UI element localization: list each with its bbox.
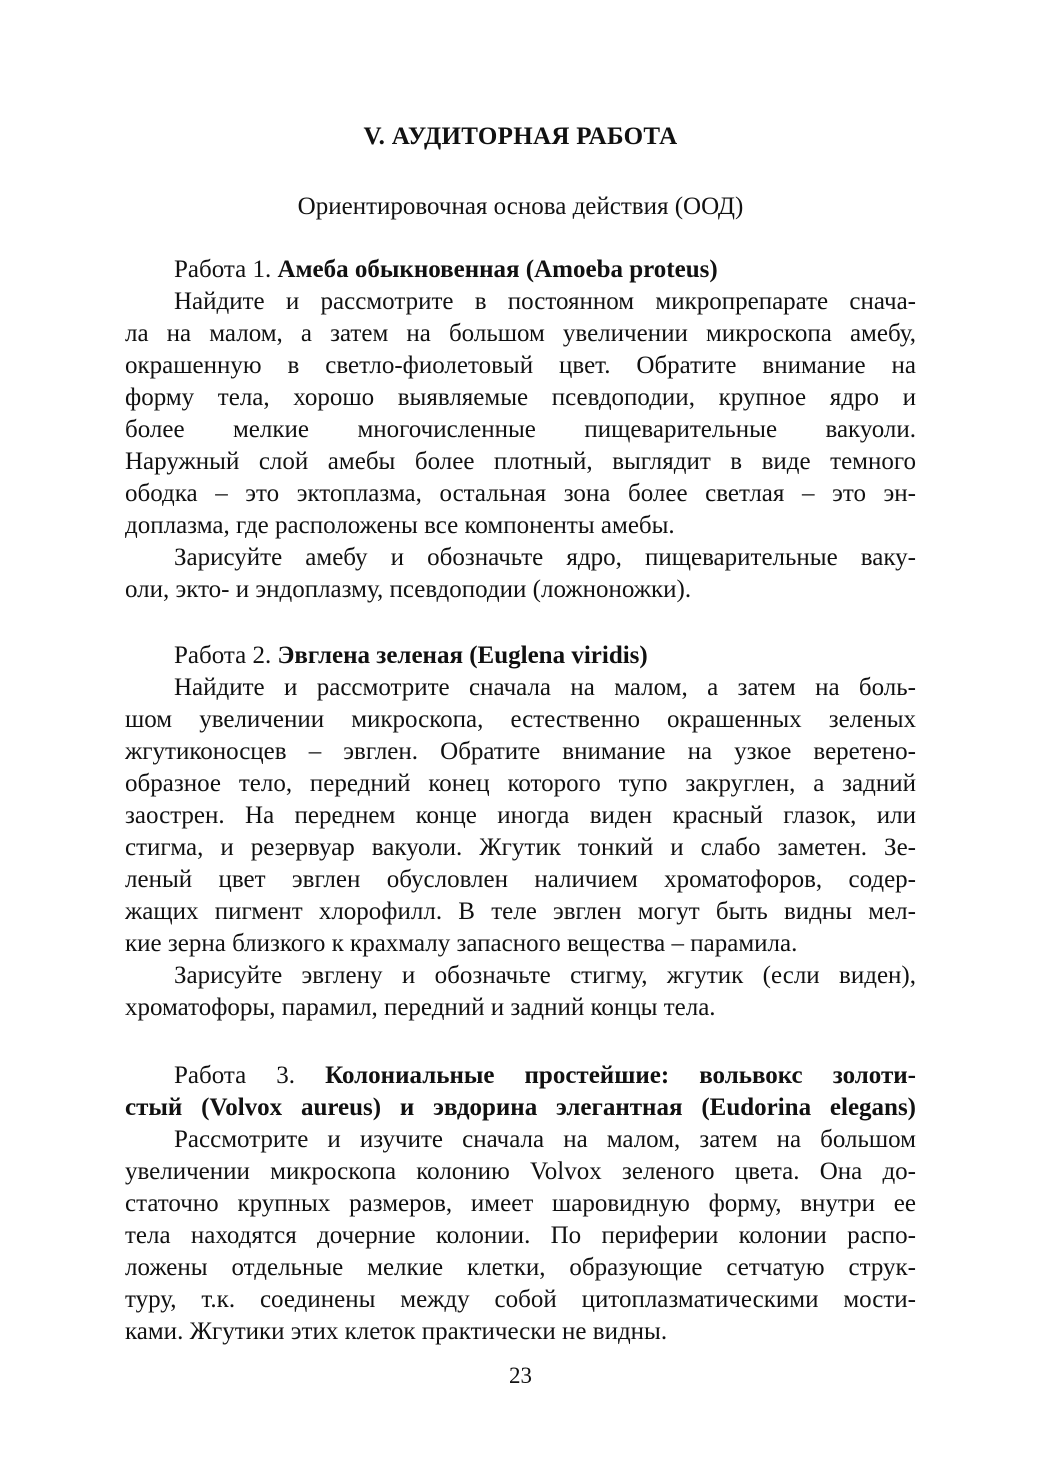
work-1-heading [174, 254, 916, 286]
work-1-line-7: ободка – это эктоплазма, остальная зона более светлая – это эн- [125, 480, 916, 507]
work-3-prefix: Работа 3. [174, 1062, 296, 1089]
work-1-line-9: Зарисуйте амебу и обозначьте ядро, пищеварительные ваку- [174, 544, 916, 571]
work-1-line-10: оли, экто- и эндоплазму, псевдоподии (ложноножки). [125, 576, 692, 603]
work-3-heading [174, 1060, 916, 1092]
work-1-line-8: доплазма, где расположены все компоненты амебы. [125, 512, 675, 539]
work-2-line-9: кие зерна близкого к крахмалу запасного вещества – парамила. [125, 930, 798, 957]
work-3-line-2: увеличении микроскопа колонию Volvox зеленого цвета. Она до- [125, 1158, 916, 1185]
work-3-line-5: ложены отдельные мелкие клетки, образующие сетчатую струк- [125, 1254, 916, 1281]
work-2-line-4: образное тело, передний конец которого тупо закруглен, а задний [125, 770, 916, 797]
work-3-line-7: ками. Жгутики этих клеток практически не видны. [125, 1318, 668, 1345]
work-1-line-6: Наружный слой амебы более плотный, выглядит в виде темного [125, 448, 916, 475]
work-2-title: Эвглена зеленая (Euglena viridis) [277, 642, 648, 669]
work-1-line-2: ла на малом, а затем на большом увеличении микроскопа амебу, [125, 320, 916, 347]
work-2-line-10: Зарисуйте эвглену и обозначьте стигму, жгутик (если виден), [174, 962, 916, 989]
work-1-line-5: более мелкие многочисленные пищеварительные вакуоли. [125, 416, 916, 443]
work-1-prefix: Работа 1. [174, 256, 272, 283]
work-3-line-3: статочно крупных размеров, имеет шаровидную форму, внутри ее [125, 1190, 916, 1217]
page-number: 23 [509, 1363, 532, 1388]
work-3-title-line-1: Колониальные простейшие: вольвокс золоти- [325, 1062, 916, 1089]
work-1-line-1: Найдите и рассмотрите в постоянном микропрепарате снача- [174, 288, 916, 315]
work-2-heading [174, 640, 916, 672]
work-2-line-2: шом увеличении микроскопа, естественно окрашенных зеленых [125, 706, 916, 733]
work-2-line-8: жащих пигмент хлорофилл. В теле эвглен могут быть видны мел- [125, 898, 916, 925]
work-3-line-6: туру, т.к. соединены между собой цитоплазматическими мости- [125, 1286, 916, 1313]
work-3-title-line-2: стый (Volvox aureus) и эвдорина элегантная (Eudorina elegans) [125, 1094, 916, 1121]
work-2-line-1: Найдите и рассмотрите сначала на малом, а затем на боль- [174, 674, 916, 701]
work-3-line-1: Рассмотрите и изучите сначала на малом, затем на большом [174, 1126, 916, 1153]
work-2-line-11: хроматофоры, парамил, передний и задний концы тела. [125, 994, 716, 1021]
work-2-prefix: Работа 2. [174, 642, 272, 669]
chapter-title: V. АУДИТОРНАЯ РАБОТА [363, 123, 678, 150]
work-3-line-4: тела находятся дочерние колонии. По периферии колонии распо- [125, 1222, 916, 1249]
work-2-line-5: заострен. На переднем конце иногда виден красный глазок, или [125, 802, 916, 829]
work-2-line-6: стигма, и резервуар вакуоли. Жгутик тонкий и слабо заметен. Зе- [125, 834, 916, 861]
work-1-line-4: форму тела, хорошо выявляемые псевдоподии, крупное ядро и [125, 384, 916, 411]
work-1-title: Амеба обыкновенная (Amoeba proteus) [277, 256, 718, 283]
section-subtitle: Ориентировочная основа действия (ООД) [297, 193, 744, 220]
work-2-line-7: леный цвет эвглен обусловлен наличием хроматофоров, содер- [125, 866, 916, 893]
work-2-line-3: жгутиконосцев – эвглен. Обратите внимание на узкое веретено- [125, 738, 916, 765]
work-1-line-3: окрашенную в светло-фиолетовый цвет. Обратите внимание на [125, 352, 916, 379]
